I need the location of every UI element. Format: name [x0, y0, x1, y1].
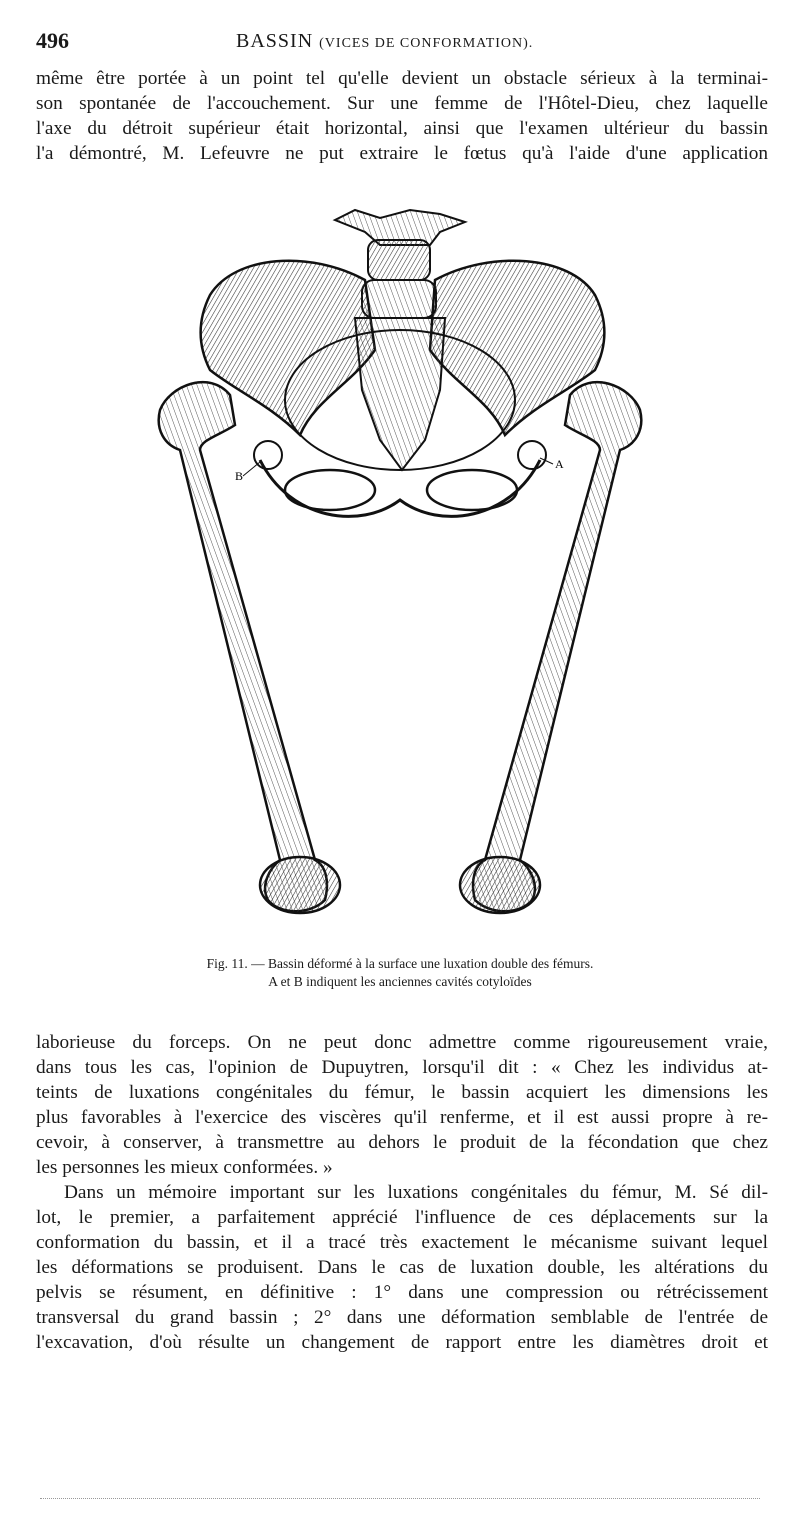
text-line: Dans un mémoire important sur les luxations congénitales du fémur, M. Sé dil-: [64, 1182, 768, 1203]
top-paragraph: [36, 66, 768, 166]
running-title: [236, 30, 533, 53]
running-title-main: BASSIN: [236, 30, 314, 52]
label-a: A: [555, 457, 564, 471]
text-line: transversal du grand bassin ; 2° dans une déformation semblable de l'entrée de: [36, 1307, 768, 1328]
text-line: plus favorables à l'exercice des viscères qu'il renferme, et il est aussi propre à re-: [36, 1107, 768, 1128]
text-line: les déformations se produisent. Dans le cas de luxation double, les altérations du: [36, 1257, 768, 1278]
bottom-dotted-rule: [40, 1498, 760, 1500]
label-b: B: [235, 469, 244, 483]
bottom-text: [36, 1030, 768, 1355]
text-line: l'axe du détroit supérieur était horizontal, ainsi que l'examen ultérieur du bassin: [36, 118, 768, 139]
paragraph-1: [36, 1030, 768, 1180]
text-line: laborieuse du forceps. On ne peut donc admettre comme rigoureusement vraie,: [36, 1032, 768, 1053]
text-line: les personnes les mieux conformées. »: [36, 1157, 333, 1178]
text-line: cevoir, à conserver, à transmettre au dehors le produit de la fécondation que chez: [36, 1132, 768, 1153]
page-number: 496: [36, 28, 69, 53]
pelvis-figure: [140, 200, 660, 940]
text-line: dans tous les cas, l'opinion de Dupuytren, lorsqu'il dit : « Chez les individus at-: [36, 1057, 768, 1078]
caption-line-1: Fig. 11. — Bassin déformé à la surface une luxation double des fémurs.: [206, 956, 594, 971]
text-line: même être portée à un point tel qu'elle devient un obstacle sérieux à la terminai-: [36, 68, 768, 89]
text-line: pelvis se résument, en définitive : 1° dans une compression ou rétrécissement: [36, 1282, 768, 1303]
running-title-sub: (VICES DE CONFORMATION).: [319, 36, 534, 51]
text-line: conformation du bassin, et il a tracé très exactement le mécanisme suivant lequel: [36, 1232, 768, 1253]
running-header: [36, 28, 766, 58]
paragraph-2: [36, 1180, 768, 1355]
text-line: son spontanée de l'accouchement. Sur une femme de l'Hôtel-Dieu, chez laquelle: [36, 93, 768, 114]
text-line: l'a démontré, M. Lefeuvre ne put extraire le fœtus qu'à l'aide d'une application: [36, 143, 768, 164]
pelvis-femurs-illustration: [140, 200, 660, 940]
figure-caption: [100, 955, 700, 991]
text-line: l'excavation, d'où résulte un changement de rapport entre les diamètres droit et: [36, 1332, 768, 1353]
text-line: lot, le premier, a parfaitement apprécié l'influence de ces déplacements sur la: [36, 1207, 768, 1228]
caption-line-2: A et B indiquent les anciennes cavités cotyloïdes: [268, 974, 532, 989]
text-line: teints de luxations congénitales du fémur, le bassin acquiert les dimensions les: [36, 1082, 768, 1103]
